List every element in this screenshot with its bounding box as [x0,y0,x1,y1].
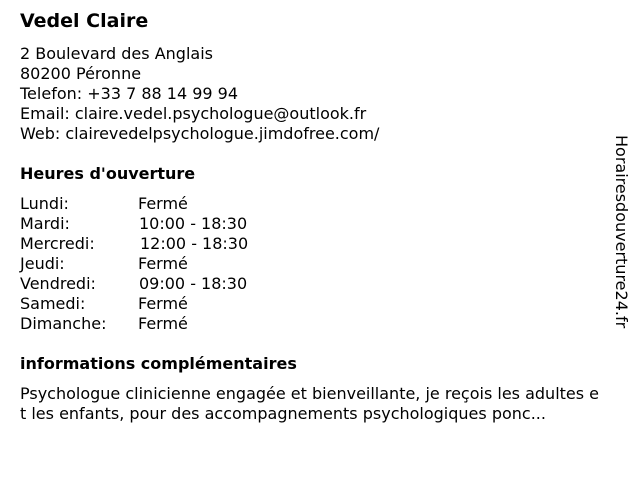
opening-hours-table [20,194,320,334]
hours-value: Fermé [138,254,188,273]
hours-row-sunday [20,314,320,334]
hours-value: Fermé [138,194,188,213]
hours-value: 09:00 - 18:30 [139,274,248,293]
day-label: Samedi: [20,294,86,313]
hours-row-monday [20,194,320,214]
website-url: Web: clairevedelpsychologue.jimdofree.com/ [20,124,380,143]
hours-row-wednesday [20,234,320,254]
hours-row-friday [20,274,320,294]
opening-hours-heading: Heures d'ouverture [20,164,196,183]
hours-value: Fermé [138,294,188,313]
hours-row-tuesday [20,214,320,234]
hours-row-saturday [20,294,320,314]
day-label: Dimanche: [20,314,107,333]
day-label: Mardi: [20,214,70,233]
site-watermark: Horairesdouverture24.fr [612,135,631,329]
hours-row-thursday [20,254,320,274]
day-label: Mercredi: [20,234,95,253]
additional-info-text: Psychologue clinicienne engagée et bienveillante, je reçois les adultes et les enfants, pour des accompagnements psychologiques ponc... [20,384,600,423]
hours-value: 12:00 - 18:30 [140,234,249,253]
contact-block [20,44,379,144]
business-name: Vedel Claire [20,10,149,32]
day-label: Vendredi: [20,274,96,293]
additional-info-heading: informations complémentaires [20,354,297,373]
day-label: Jeudi: [20,254,65,273]
address-line-2: 80200 Péronne [20,64,142,83]
address-line-1: 2 Boulevard des Anglais [20,44,213,63]
email-address: Email: claire.vedel.psychologue@outlook.fr [20,104,367,123]
hours-value: Fermé [138,314,188,333]
hours-value: 10:00 - 18:30 [139,214,248,233]
day-label: Lundi: [20,194,69,213]
phone-number: Telefon: +33 7 88 14 99 94 [20,84,239,103]
